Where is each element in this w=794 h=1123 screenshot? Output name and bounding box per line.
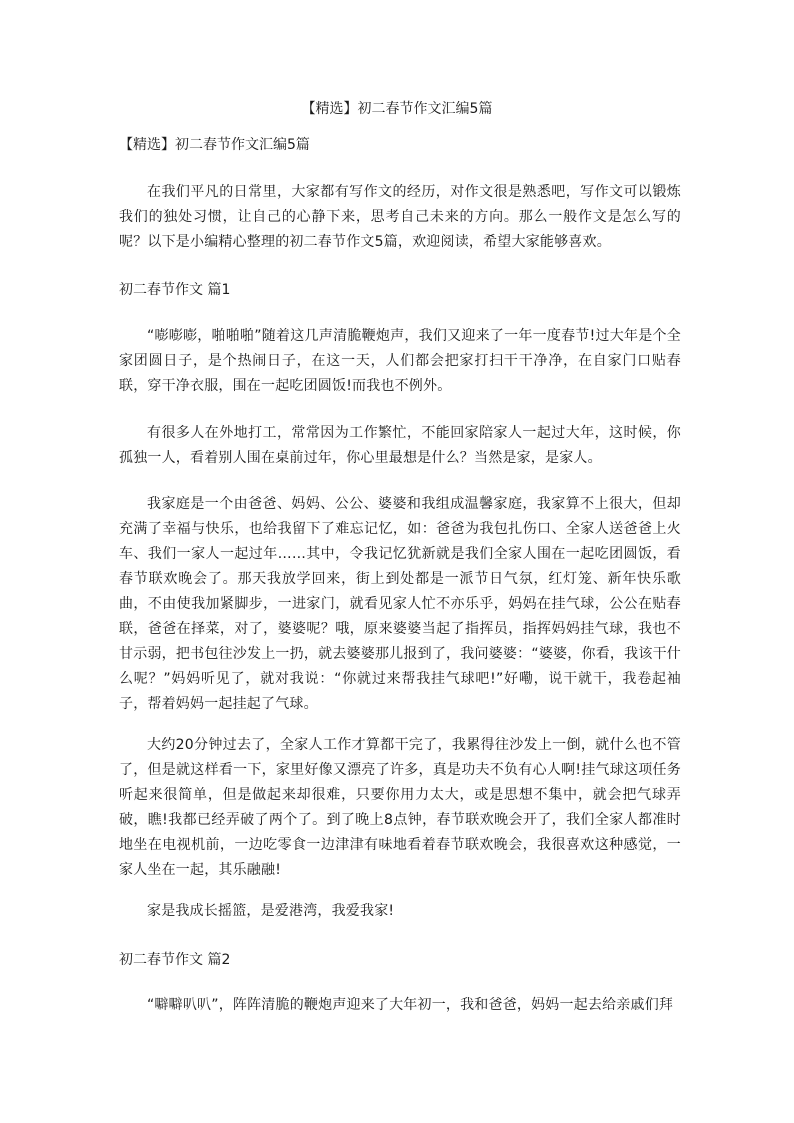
intro-paragraph: 在我们平凡的日常里，大家都有写作文的经历，对作文很是熟悉吧，写作文可以锻炼我们的独处习惯，让自己的心静下来，思考自己未来的方向。那么一般作文是怎么写的呢？以下是小编精心整理的初二春节作文5篇，欢迎阅读，希望大家能够喜欢。	[119, 184, 681, 250]
body-paragraph: “噼噼叭叭”，阵阵清脆的鞭炮声迎来了大年初一，我和爸爸，妈妈一起去给亲戚们拜	[147, 997, 674, 1013]
section-heading: 初二春节作文 篇1	[119, 282, 231, 298]
page-header-title: 【精选】初二春节作文汇编5篇	[301, 101, 493, 117]
document-title: 【精选】初二春节作文汇编5篇	[119, 137, 310, 153]
body-paragraph: 大约20分钟过去了，全家人工作才算都干完了，我累得往沙发上一倒，就什么也不管了，但是就这样看一下，家里好像又漂亮了许多，真是功夫不负有心人啊!挂气球这项任务听起来很简单，但是做起来却很难，只要你用力太大，或是思想不集中，就会把气球弄破，瞧!我都已经弄破了两个了。到了晚上8点钟，春节联欢晚会开了，我们全家人都准时地坐在电视机前，一边吃零食一边津津有味地看着春节联欢晚会，我很喜欢这种感觉，一家人坐在一起，其乐融融!	[119, 737, 681, 878]
body-paragraph: 有很多人在外地打工，常常因为工作繁忙，不能回家陪家人一起过大年，这时候，你孤独一人，看着别人围在桌前过年，你心里最想是什么？当然是家，是家人。	[119, 425, 681, 466]
section-heading: 初二春节作文 篇2	[119, 952, 231, 968]
body-paragraph: 我家庭是一个由爸爸、妈妈、公公、婆婆和我组成温馨家庭，我家算不上很大，但却充满了幸福与快乐，也给我留下了难忘记忆，如：爸爸为我包扎伤口、全家人送爸爸上火车、我们一家人一起过年……其中，令我记忆犹新就是我们全家人围在一起吃团圆饭，看春节联欢晚会了。那天我放学回来，街上到处都是一派节日气氛，红灯笼、新年快乐歌曲，不由使我加紧脚步，一进家门，就看见家人忙不亦乐乎，妈妈在挂气球，公公在贴春联，爸爸在择菜，对了，婆婆呢？哦，原来婆婆当起了指挥员，指挥妈妈挂气球，我也不甘示弱，把书包往沙发上一扔，就去婆婆那儿报到了，我问婆婆：“婆婆，你看，我该干什么呢？”妈妈听见了，就对我说：“你就过来帮我挂气球吧!”好嘞，说干就干，我卷起袖子，帮着妈妈一起挂起了气球。	[119, 496, 681, 712]
body-paragraph: 家是我成长摇篮，是爱港湾，我爱我家!	[147, 903, 395, 919]
body-paragraph: “嘭嘭嘭，啪啪啪”随着这几声清脆鞭炮声，我们又迎来了一年一度春节!过大年是个全家团圆日子，是个热闹日子，在这一天，人们都会把家打扫干干净净，在自家门口贴春联，穿干净衣服，围在一起吃团圆饭!而我也不例外。	[119, 328, 681, 394]
